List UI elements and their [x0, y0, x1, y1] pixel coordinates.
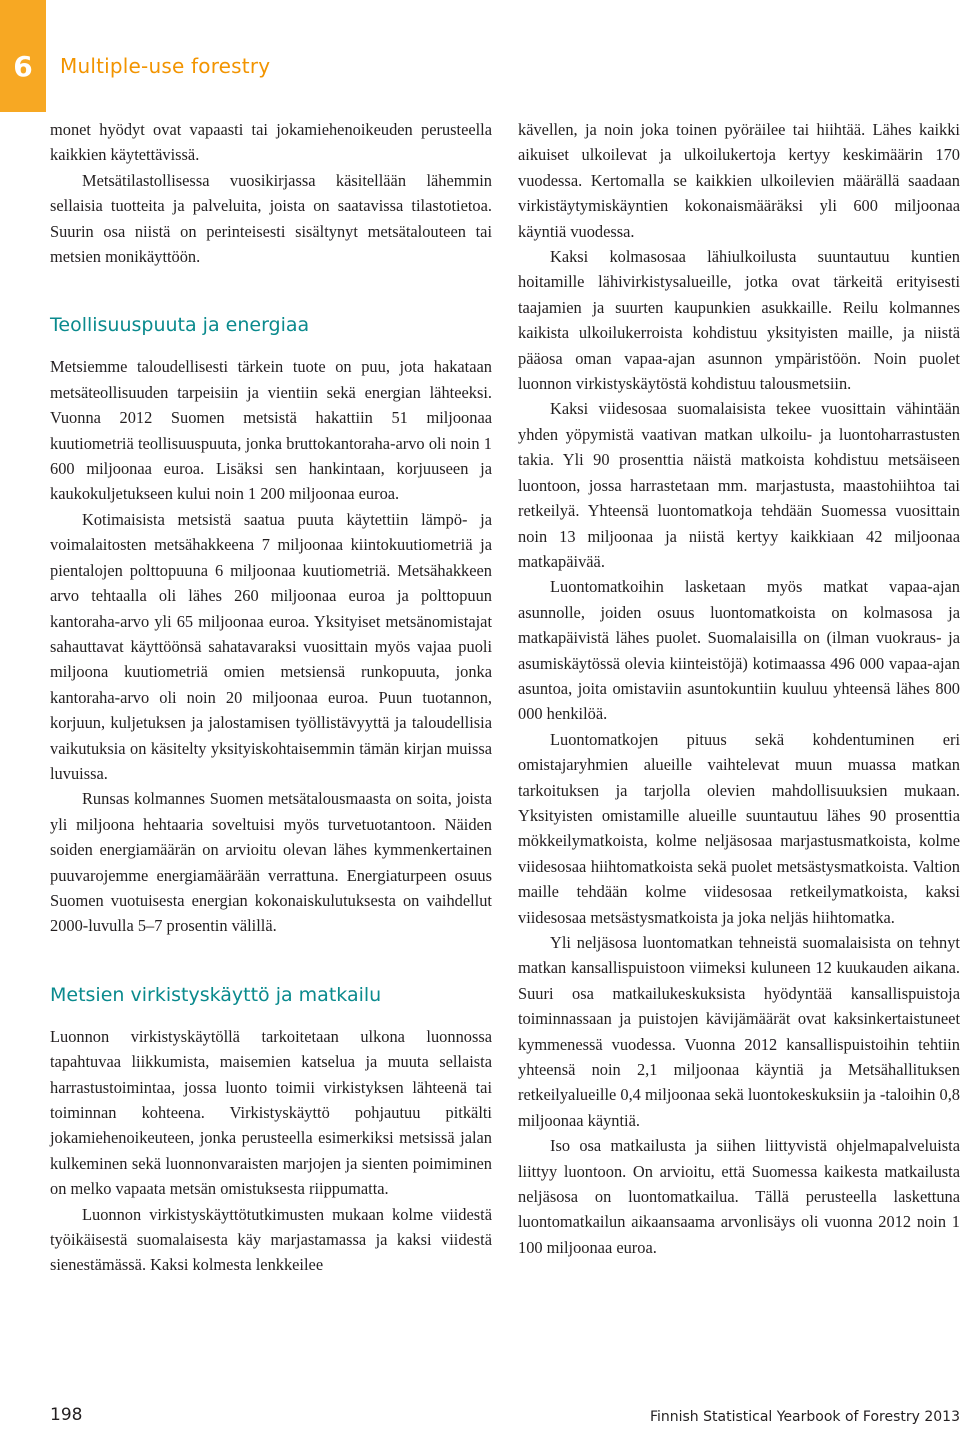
chapter-tab	[0, 0, 46, 112]
chapter-title: Multiple-use forestry	[60, 54, 271, 78]
paragraph: Luonnon virkistyskäyttötutkimusten mukaan kolme viidestä työikäisestä suomalaisesta käy marjastamassa ja kaksi viidestä sienestämässä. Kaksi kolmesta lenkkeilee	[50, 1204, 492, 1275]
left-column	[50, 117, 492, 1278]
paragraph: monet hyödyt ovat vapaasti tai jokamiehenoikeuden perusteella kaikkien käytettävissä.	[50, 120, 492, 165]
paragraph: Luonnon virkistyskäytöllä tarkoitetaan ulkona luonnossa tapahtuvaa liikkumista, maisemien katselua ja muuta sellaista harrastustoimintaa, jossa luonto toimii virkistyksen lähteenä tai toiminnan kohteena. Virkistyskäyttö pohjautuu pitkälti jokamiehenoikeuteen, jonka perusteella esimerkiksi metsissä jalan kulkeminen sekä luonnonvaraisten marjojen ja sienten poimiminen on melko vapaata metsän omistuksesta riippumatta.	[50, 1026, 492, 1199]
paragraph: Runsas kolmannes Suomen metsätalousmaasta on soita, joista yli miljoona hehtaaria soveltuisi myös turvetuotantoon. Näiden soiden energiamäärän on arvioitu olevan lähes kymmenkertainen puuvarojemme energiamäärään verrattuna. Energiaturpeen osuus Suomen vuotuisesta energian kokonaiskulutuksesta on vaihdellut 2000-luvulla 5–7 prosentin välillä.	[50, 789, 492, 936]
section-heading: Metsien virkistyskäyttö ja matkailu	[50, 983, 382, 1006]
page-number: 198	[50, 1405, 83, 1425]
paragraph: Luontomatkojen pituus sekä kohdentuminen eri omistajaryhmien alueille vaihtelevat muun muassa matkan tarkoituksen ja tarjolla olevien mahdollisuuksien mukaan. Yksityisten omistamille alueille suuntautuu lähes 90 prosenttia mökkeilymatkoista, kolme neljäsosaa marjastusmatkoista, kolme viidesosaa hiihtomatkoista sekä puolet metsästysmatkoista. Valtion maille tehdään kolme viidesosaa retkeilymatkoista, kaksi viidesosaa metsästysmatkoista ja joka neljäs hiihtomatka.	[518, 729, 960, 927]
section-heading: Teollisuuspuuta ja energiaa	[50, 314, 310, 337]
paragraph: Kaksi kolmasosaa lähiulkoilusta suuntautuu kuntien hoitamille lähivirkistysalueille, jotka ovat tärkeitä erityisesti taajamien ja suurten kaupunkien asukkaille. Reilu kolmannes kaikista ulkoilukerroista kohdistuu yksityisten maille, ja niistä pääosa oman vapaa-ajan asunnon ympäristöön. Noin puolet luonnon virkistyskäytöstä kohdistuu talousmetsiin.	[518, 247, 960, 394]
right-column	[518, 117, 960, 1260]
paragraph: Kotimaisista metsistä saatua puuta käytettiin lämpö- ja voimalaitosten metsähakkeena 7 miljoonaa kiintokuutiometriä ja pientalojen polttopuuna 6 miljoonaa kuutiometriä. Metsähakkeen arvo tehtaalla oli lähes 260 miljoonaa euroa ja polttopuun kantoraha-arvo yli 65 miljoonaa euroa. Yksityiset metsänomistajat sahauttavat käyttöönsä sahatavaraksi vuosittain myös vajaa puoli miljoona kuutiometriä omien metsiensä runkopuuta, jonka kantoraha-arvo oli noin 20 miljoonaa euroa. Puun tuotannon, korjuun, kuljetuksen ja jalostamisen työllistävyyttä ja taloudellisia vaikutuksia on käsitelty yksityiskohtaisemmin tämän kirjan muissa luvuissa.	[50, 509, 492, 783]
chapter-number: 6	[13, 50, 33, 83]
paragraph: Yli neljäsosa luontomatkan tehneistä suomalaisista on tehnyt matkan kansallispuistoon viimeksi kuluneen 12 kuukauden aikana. Suuri osa matkailukeskuksista hyödyntää kansallispuistoja toiminnassaan ja puistojen kävijämäärät ovat kaksinkertaistuneet kymmenessä vuodessa. Vuonna 2012 kansallispuistoihin tehtiin yhteensä noin 2,1 miljoonaa käyntiä ja Metsähallituksen retkeilyalueille 0,4 miljoonaa sekä luontokeskuksiin ja -taloihin 0,8 miljoonaa käyntiä.	[518, 933, 960, 1130]
paragraph: kävellen, ja noin joka toinen pyöräilee tai hiihtää. Lähes kaikki aikuiset ulkoilevat ja ulkoilukertoja kertyy keskimäärin 170 vuodessa. Kertomalla se kaikkien ulkoilevien määrällä saadaan virkistäytymiskäyntien kokonaismääräksi yli 600 miljoonaa käyntiä vuodessa.	[518, 120, 960, 241]
paragraph: Metsiemme taloudellisesti tärkein tuote on puu, jota hakataan metsäteollisuuden tarpeisiin ja vientiin sekä energian lähteeksi. Vuonna 2012 Suomen metsistä hakattiin 51 miljoonaa kuutiometriä teollisuuspuuta, jonka bruttokantoraha-arvo oli noin 1 600 miljoonaa euroa. Lisäksi sen hankintaan, korjuuseen ja kaukokuljetukseen kului noin 1 200 miljoonaa euroa.	[50, 357, 492, 504]
paragraph: Iso osa matkailusta ja siihen liittyvistä ohjelmapalveluista liittyy luontoon. On arvioitu, että Suomessa kaikesta matkailusta neljäsosa on luontomatkailua. Tällä perusteella laskettuna luontomatkailun aikaansaama arvonlisäys oli vuonna 2012 noin 1 100 miljoonaa euroa.	[518, 1136, 960, 1257]
paragraph: Kaksi viidesosaa suomalaisista tekee vuosittain vähintään yhden yöpymistä vaativan matkan ulkoilu- ja luontoharrastusten takia. Yli 90 prosenttia näistä matkoista kohdistuu metsäiseen luontoon, jossa harrastetaan mm. marjastusta, maastohiihtoa tai retkeilyä. Yhteensä luontomatkoja tehdään Suomessa vuosittain noin 13 miljoonaa ja niistä kertyy kaikkiaan 42 miljoonaa matkapäivää.	[518, 399, 960, 571]
publication-title: Finnish Statistical Yearbook of Forestry 2013	[649, 1409, 960, 1425]
paragraph: Metsätilastollisessa vuosikirjassa käsitellään lähemmin sellaisia tuotteita ja palveluita, joista on saatavissa tilastotietoa. Suurin osa niistä on perinteisesti sisältynyt metsätalouteen tai metsien monikäyttöön.	[50, 170, 492, 267]
paragraph: Luontomatkoihin lasketaan myös matkat vapaa-ajan asunnolle, joiden osuus luontomatkoista on kolmasosa ja matkapäivistä lähes puolet. Suomalaisilla on (ilman vuokraus- ja asumiskäytössä olevia kiinteistöjä) kotimaassa 496 000 vapaa-ajan asuntoa, joita omistaviin asuntokuntiin kuuluu yhteensä lähes 800 000 henkilöä.	[518, 577, 960, 724]
